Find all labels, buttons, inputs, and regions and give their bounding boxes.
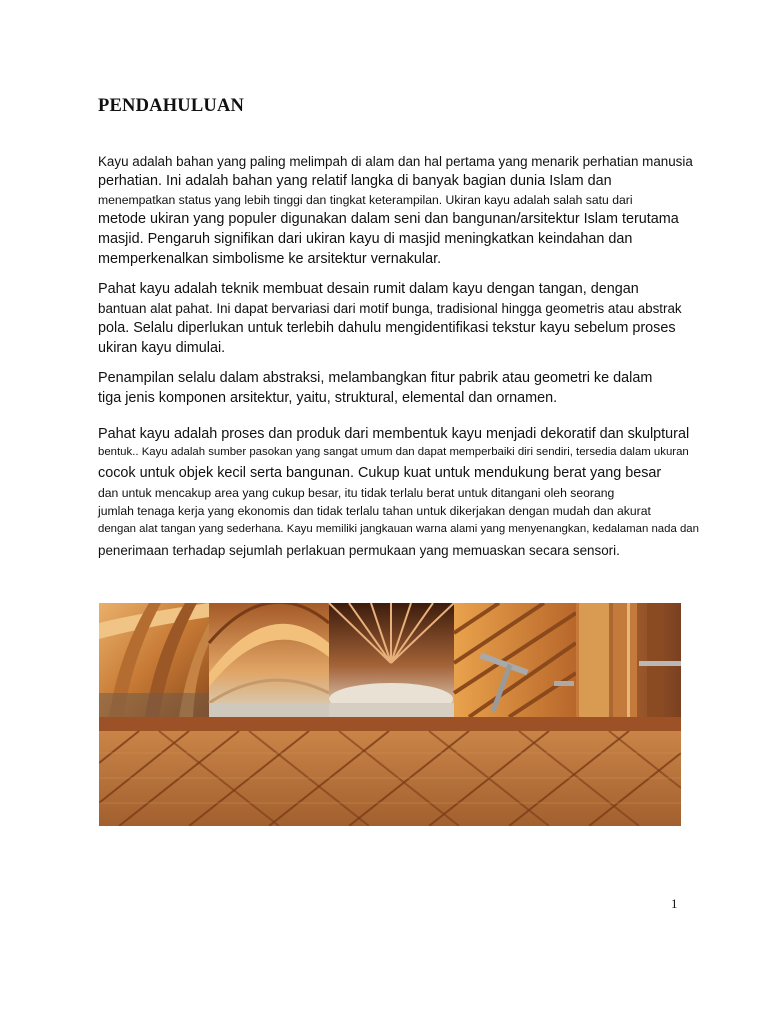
text-line: penerimaan terhadap sejumlah perlakuan permukaan yang memuaskan secara sensori. <box>98 543 620 558</box>
panel-glulam-columns <box>576 603 681 717</box>
text-line: perhatian. Ini adalah bahan yang relatif langka di banyak bagian dunia Islam dan <box>98 173 612 189</box>
text-line: Kayu adalah bahan yang paling melimpah di alam dan hal pertama yang menarik perhatian manusia <box>98 154 693 169</box>
text-line: Pahat kayu adalah teknik membuat desain rumit dalam kayu dengan tangan, dengan <box>98 281 639 297</box>
text-line: pola. Selalu diperlukan untuk terlebih dahulu mengidentifikasi tekstur kayu sebelum proses <box>98 320 676 336</box>
text-line: ukiran kayu dimulai. <box>98 340 226 356</box>
panel-timber-ceiling <box>454 603 576 717</box>
text-line: masjid. Pengaruh signifikan dari ukiran kayu di masjid meningkatkan keindahan dan <box>98 231 633 247</box>
text-line: metode ukiran yang populer digunakan dalam seni dan bangunan/arsitektur Islam terutama <box>98 211 679 227</box>
text-line: tiga jenis komponen arsitektur, yaitu, struktural, elemental dan ornamen. <box>98 390 558 406</box>
banner-band <box>99 717 681 731</box>
text-line: dan untuk mencakup area yang cukup besar, itu tidak terlalu berat untuk ditangani oleh seorang <box>98 486 615 500</box>
text-line: dengan alat tangan yang sederhana. Kayu memiliki jangkauan warna alami yang menyenangkan, kedalaman nada dan <box>98 523 699 535</box>
text-line: cocok untuk objek kecil serta bangunan. Cukup kuat untuk mendukung berat yang besar <box>98 465 662 481</box>
text-line: Pahat kayu adalah proses dan produk dari membentuk kayu menjadi dekoratif dan skulptural <box>98 426 690 442</box>
panel-curved-frames <box>99 603 209 717</box>
text-line: bantuan alat pahat. Ini dapat bervariasi dari motif bunga, tradisional hingga geometris atau abstrak <box>98 301 682 316</box>
text-line: memperkenalkan simbolisme ke arsitektur vernakular. <box>98 251 442 267</box>
text-line: Penampilan selalu dalam abstraksi, melambangkan fitur pabrik atau geometri ke dalam <box>98 370 653 386</box>
panel-end-grain <box>99 731 681 826</box>
page-heading: PENDAHULUAN <box>98 96 245 116</box>
text-line: bentuk.. Kayu adalah sumber pasokan yang sangat umum dan dapat memperbaiki diri sendiri, tersedia dalam ukuran <box>98 446 689 458</box>
wood-architecture-banner-image <box>99 603 681 826</box>
panel-radial-canopy <box>329 603 454 717</box>
panel-arched-roof <box>209 603 329 717</box>
text-line: jumlah tenaga kerja yang ekonomis dan tidak terlalu tahan untuk dikerjakan dengan mudah dan akurat <box>98 504 651 518</box>
text-line: menempatkan status yang lebih tinggi dan tingkat keterampilan. Ukiran kayu adalah salah satu dari <box>98 193 633 207</box>
page-number: 1 <box>671 896 678 911</box>
